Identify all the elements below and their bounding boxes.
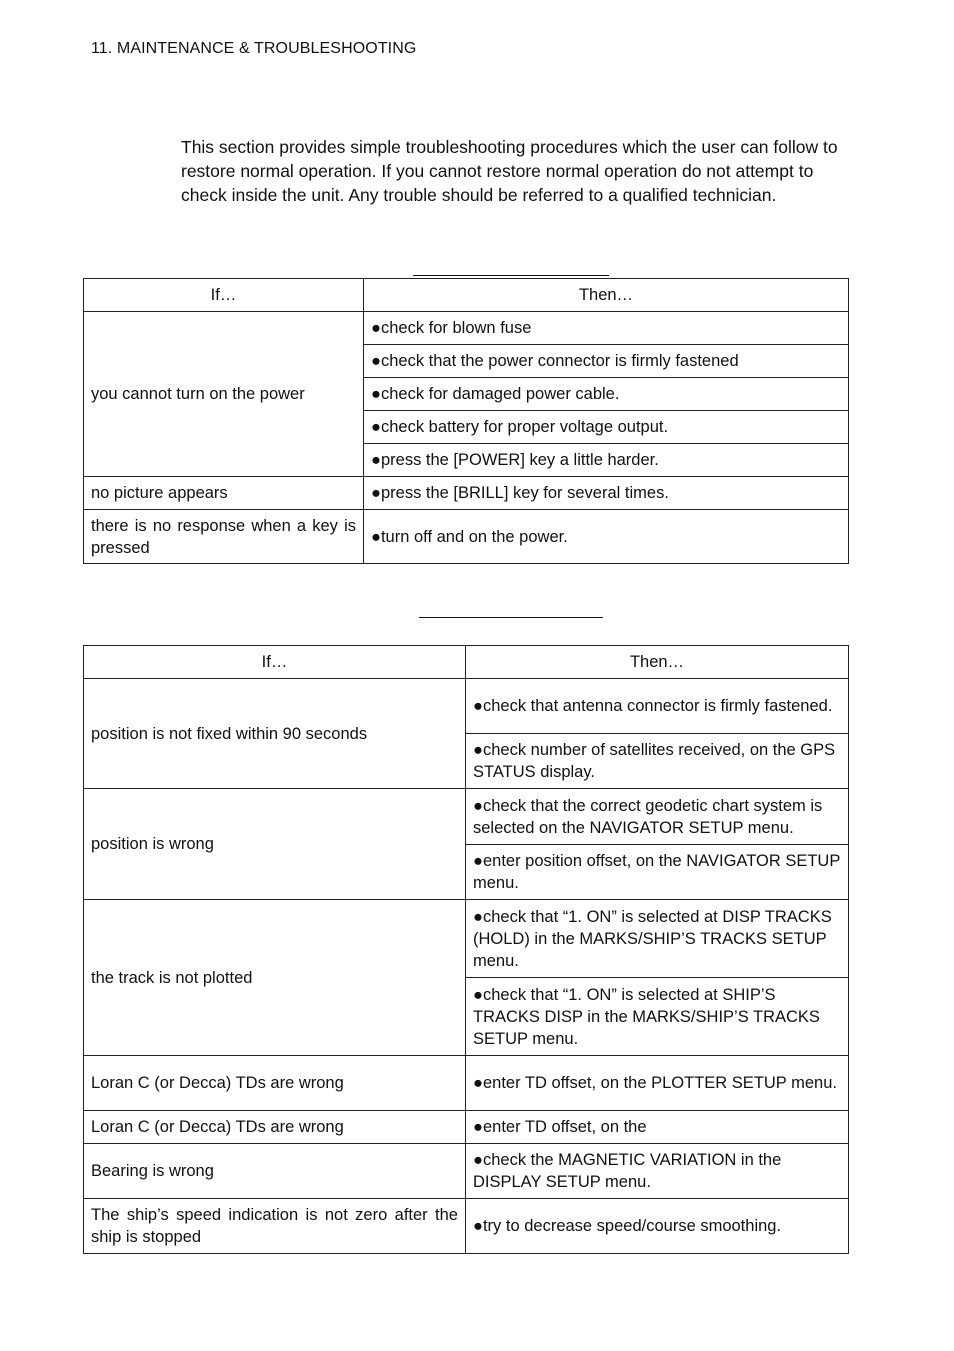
then-column-header: Then…	[364, 279, 849, 312]
table-row	[84, 510, 849, 564]
table-row	[84, 1199, 849, 1254]
then-cell: ●check that “1. ON” is selected at SHIP’S TRACKS DISP in the MARKS/SHIP’S TRACKS SETUP menu.	[466, 978, 849, 1056]
table-row	[84, 312, 849, 345]
then-cell: ●check battery for proper voltage output.	[364, 411, 849, 444]
table2-title-underline	[419, 617, 603, 618]
if-column-header: If…	[84, 279, 364, 312]
then-cell: ●enter TD offset, on the	[466, 1111, 849, 1144]
if-cell: Loran C (or Decca) TDs are wrong	[84, 1111, 466, 1144]
then-cell: ●check that antenna connector is firmly fastened.	[466, 679, 849, 734]
table-row	[84, 789, 849, 845]
if-cell: position is not fixed within 90 seconds	[84, 679, 466, 789]
then-cell: ●enter TD offset, on the PLOTTER SETUP menu.	[466, 1056, 849, 1111]
general-troubleshooting-table	[83, 278, 849, 564]
table-row	[84, 1144, 849, 1199]
table-header-row	[84, 646, 849, 679]
if-cell: position is wrong	[84, 789, 466, 900]
then-cell: ●check for damaged power cable.	[364, 378, 849, 411]
then-cell: ●enter position offset, on the NAVIGATOR SETUP menu.	[466, 845, 849, 900]
then-cell: ●try to decrease speed/course smoothing.	[466, 1199, 849, 1254]
then-cell: ●check for blown fuse	[364, 312, 849, 345]
if-cell: The ship’s speed indication is not zero after the ship is stopped	[84, 1199, 466, 1254]
then-cell: ●check that the power connector is firmly fastened	[364, 345, 849, 378]
intro-paragraph: This section provides simple troubleshooting procedures which the user can follow to restore normal operation. If you cannot restore normal operation do not attempt to check inside the unit. Any trouble should be referred to a qualified technician.	[181, 137, 838, 205]
then-cell: ●press the [BRILL] key for several times.	[364, 477, 849, 510]
then-cell: ●check that “1. ON” is selected at DISP TRACKS (HOLD) in the MARKS/SHIP’S TRACKS SETUP menu.	[466, 900, 849, 978]
table-row	[84, 900, 849, 978]
table-row	[84, 477, 849, 510]
then-cell: ●press the [POWER] key a little harder.	[364, 444, 849, 477]
then-column-header: Then…	[466, 646, 849, 679]
navigator-troubleshooting-table	[83, 645, 849, 1254]
if-cell: the track is not plotted	[84, 900, 466, 1056]
then-cell: ●check number of satellites received, on the GPS STATUS display.	[466, 734, 849, 789]
table-row	[84, 679, 849, 734]
table-row	[84, 1056, 849, 1111]
table1-title-underline	[413, 275, 609, 276]
if-cell: there is no response when a key is pressed	[84, 510, 364, 564]
then-cell: ●check that the correct geodetic chart system is selected on the NAVIGATOR SETUP menu.	[466, 789, 849, 845]
if-column-header: If…	[84, 646, 466, 679]
if-cell: you cannot turn on the power	[84, 312, 364, 477]
if-cell: Bearing is wrong	[84, 1144, 466, 1199]
chapter-header: 11. MAINTENANCE & TROUBLESHOOTING	[91, 40, 417, 57]
then-cell: ●check the MAGNETIC VARIATION in the DISPLAY SETUP menu.	[466, 1144, 849, 1199]
then-cell: ●turn off and on the power.	[364, 510, 849, 564]
if-cell: no picture appears	[84, 477, 364, 510]
table-row	[84, 1111, 849, 1144]
table-header-row	[84, 279, 849, 312]
if-cell: Loran C (or Decca) TDs are wrong	[84, 1056, 466, 1111]
